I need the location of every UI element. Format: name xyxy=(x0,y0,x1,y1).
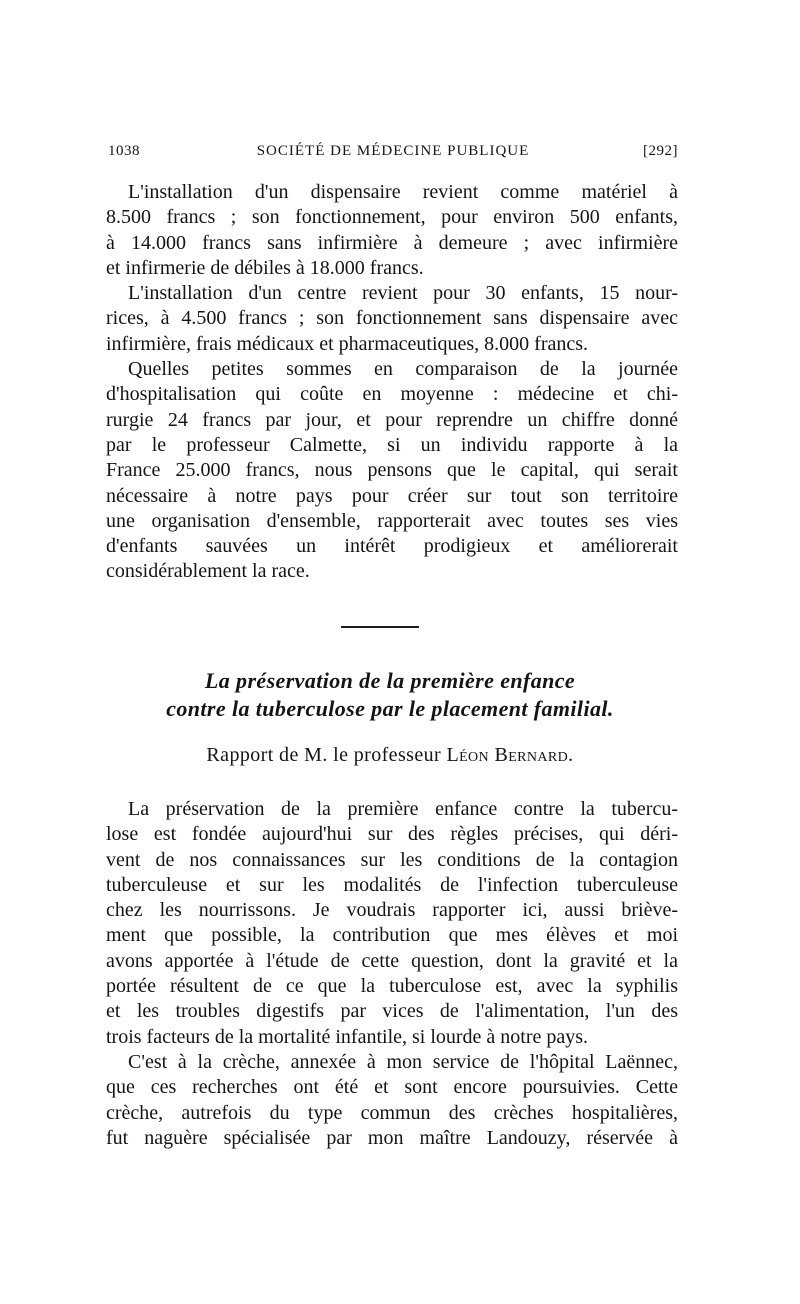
text-line: et les troubles digestifs par vices de l'alimentation, l'un des xyxy=(106,1000,678,1023)
text-line: Quelles petites sommes en comparaison de la journée xyxy=(128,358,678,381)
text-line: rurgie 24 francs par jour, et pour reprendre un chiffre donné xyxy=(106,408,678,431)
text-line: France 25.000 francs, nous pensons que le capital, qui serait xyxy=(106,459,678,482)
text-line: L'installation d'un centre revient pour 30 enfants, 15 nour- xyxy=(128,282,678,305)
article-title-line-2: contre la tuberculose par le placement familial. xyxy=(166,696,614,721)
text-line: d'enfants sauvées un intérêt prodigieux et améliorerait xyxy=(106,535,678,558)
running-header xyxy=(108,143,678,167)
page-number: 1038 xyxy=(108,143,140,159)
text-line: L'installation d'un dispensaire revient comme matériel à xyxy=(128,181,678,203)
report-body xyxy=(106,797,678,1151)
cost-paragraphs xyxy=(106,180,678,585)
byline xyxy=(100,744,680,767)
text-line: vent de nos connaissances sur les conditions de la contagion xyxy=(106,848,678,871)
text-line: que ces recherches ont été et sont encore poursuivies. Cette xyxy=(106,1076,678,1099)
text-line: La préservation de la première enfance contre la tubercu- xyxy=(128,798,678,820)
text-line: crèche, autrefois du type commun des crèches hospitalières, xyxy=(106,1101,678,1124)
text-line: nécessaire à notre pays pour créer sur tout son territoire xyxy=(106,484,678,507)
text-line: par le professeur Calmette, si un individu rapporte à la xyxy=(106,433,678,456)
byline-author: Léon Bernard. xyxy=(446,744,574,766)
text-line: fut naguère spécialisée par mon maître Landouzy, réservée à xyxy=(106,1126,678,1149)
article-title xyxy=(100,667,680,723)
text-line: infirmière, frais médicaux et pharmaceutiques, 8.000 francs. xyxy=(106,332,589,355)
text-line: une organisation d'ensemble, rapporterait avec toutes ses vies xyxy=(106,509,678,532)
text-line: avons apportée à l'étude de cette question, dont la gravité et la xyxy=(106,949,678,972)
text-line: et infirmerie de débiles à 18.000 francs. xyxy=(106,256,424,279)
text-line: lose est fondée aujourd'hui sur des règles précises, qui déri- xyxy=(106,823,678,846)
text-line: trois facteurs de la mortalité infantile, si lourde à notre pays. xyxy=(106,1025,589,1048)
text-line: d'hospitalisation qui coûte en moyenne : médecine et chi- xyxy=(106,383,678,406)
text-line: considérablement la race. xyxy=(106,560,310,583)
text-line: chez les nourrissons. Je voudrais rapporter ici, aussi briève- xyxy=(106,899,678,922)
section-divider xyxy=(341,626,419,628)
text-line: portée résultent de ce que la tuberculose est, avec la syphilis xyxy=(106,975,678,998)
page-reference: [292] xyxy=(643,143,678,159)
text-line: 8.500 francs ; son fonctionnement, pour environ 500 enfants, xyxy=(106,206,678,229)
text-line: tuberculeuse et sur les modalités de l'infection tuberculeuse xyxy=(106,873,678,896)
text-line: C'est à la crèche, annexée à mon service de l'hôpital Laënnec, xyxy=(128,1050,678,1073)
text-line: rices, à 4.500 francs ; son fonctionnement sans dispensaire avec xyxy=(106,307,678,330)
text-line: ment que possible, la contribution que mes élèves et moi xyxy=(106,924,678,947)
article-title-line-1: La préservation de la première enfance xyxy=(204,668,576,693)
running-title: SOCIÉTÉ DE MÉDECINE PUBLIQUE xyxy=(256,143,530,159)
text-line: à 14.000 francs sans infirmière à demeure ; avec infirmière xyxy=(106,231,678,254)
byline-prefix: Rapport de M. le professeur xyxy=(206,744,442,766)
